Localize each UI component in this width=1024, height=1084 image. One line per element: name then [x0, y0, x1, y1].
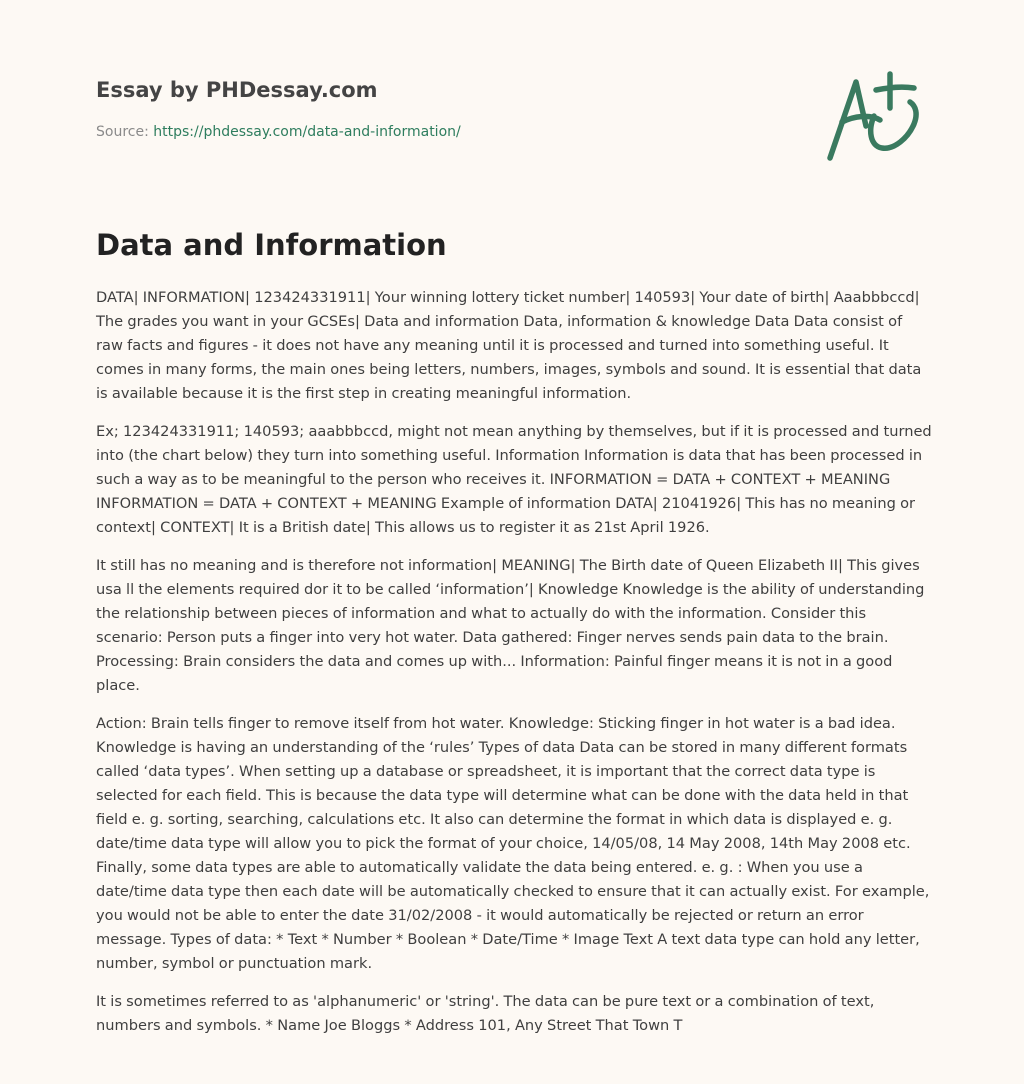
essay-title: Data and Information: [96, 228, 447, 262]
a-plus-logo-icon: [820, 64, 932, 168]
essay-paragraph: Action: Brain tells finger to remove itself from hot water. Knowledge: Sticking finger in hot water is a bad idea. Knowledge is having an understanding of the ‘rules’ Types of data Data can be stored in many different formats called ‘data types’. When setting up a database or spreadsheet, it is important that the correct data type is selected for each field. This is because the data type will determine what can be done with the data held in that field e. g. sorting, searching, calculations etc. It also can determine the format in which data is displayed e. g. date/time data type will allow you to pick the format of your choice, 14/05/08, 14 May 2008, 14th May 2008 etc. Finally, some data types are able to automatically validate the data being entered. e. g. : When you use a date/time data type then each date will be automatically checked to ensure that it can actually exist. For example, you would not be able to enter the date 31/02/2008 - it would automatically be rejected or return an error message. Types of data: * Text * Number * Boolean * Date/Time * Image Text A text data type can hold any letter, number, symbol or punctuation mark.: [96, 715, 930, 972]
essay-paragraph: Ex; 123424331911; 140593; aaabbbccd, might not mean anything by themselves, but if it is processed and turned into (the chart below) they turn into something useful. Information Information is data that has been processed in such a way as to be meaningful to the person who receives it. INFORMATION = DATA + CONTEXT + MEANING INFORMATION = DATA + CONTEXT + MEANING Example of information DATA| 21041926| This has no meaning or context| CONTEXT| It is a British date| This allows us to register it as 21st April 1926.: [96, 423, 932, 536]
source-line: [96, 122, 696, 142]
essay-body: [96, 286, 932, 1052]
site-brand: Essay by PHDessay.com: [96, 78, 378, 102]
source-label: Source:: [96, 124, 149, 140]
essay-paragraph: It is sometimes referred to as 'alphanumeric' or 'string'. The data can be pure text or a combination of text, numbers and symbols. * Name Joe Bloggs * Address 101, Any Street That Town T: [96, 993, 875, 1034]
essay-paragraph: It still has no meaning and is therefore not information| MEANING| The Birth date of Queen Elizabeth II| This gives usa ll the elements required dor it to be called ‘information’| Knowledge Knowledge is the ability of understanding the relationship between pieces of information and what to actually do with the information. Consider this scenario: Person puts a finger into very hot water. Data gathered: Finger nerves sends pain data to the brain. Processing: Brain considers the data and comes up with... Information: Painful finger means it is not in a good place.: [96, 557, 925, 694]
essay-header: [96, 76, 696, 142]
essay-paragraph: DATA| INFORMATION| 123424331911| Your winning lottery ticket number| 140593| Your date of birth| Aaabbbccd| The grades you want in your GCSEs| Data and information Data, information & knowledge Data Data consist of raw facts and figures - it does not have any meaning until it is processed and turned into something useful. It comes in many forms, the main ones being letters, numbers, images, symbols and sound. It is essential that data is available because it is the first step in creating meaningful information.: [96, 289, 922, 402]
source-link[interactable]: https://phdessay.com/data-and-information/: [153, 124, 461, 140]
